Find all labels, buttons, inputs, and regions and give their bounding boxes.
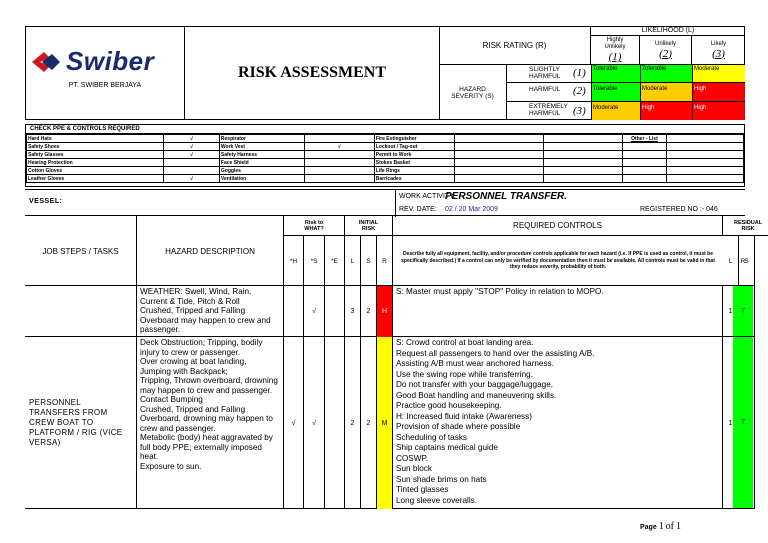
ppe-item: Barricades	[374, 175, 455, 183]
ppe-item: Permit to Work	[374, 151, 455, 159]
likelihood-1-num: (1)	[608, 51, 622, 63]
page-total: 1	[675, 521, 681, 532]
ppe-blank	[666, 135, 743, 143]
likelihood-2-num: (2)	[659, 47, 672, 60]
risk-h	[284, 286, 304, 337]
work-activity-value: PERSONNEL TRANSFER.	[445, 191, 568, 202]
rating-cell: Tolerable	[591, 83, 640, 101]
severity-3-label: EXTREMELY HARMFUL	[529, 103, 568, 117]
residual-r: T	[733, 337, 753, 509]
ppe-blank	[455, 143, 544, 151]
job-step-cell: PERSONNEL TRANSFERS FROM CREW BOAT TO PLATFORM / RIG (VICE VERSA)	[25, 337, 137, 509]
page-number: 1	[658, 521, 664, 532]
ppe-row	[27, 151, 744, 159]
ppe-blank	[666, 159, 743, 167]
severity-2-num: (2)	[573, 85, 586, 97]
ppe-blank	[543, 167, 622, 175]
initial-r: H	[377, 286, 393, 337]
col-hazard-desc: HAZARD DESCRIPTION	[137, 216, 284, 286]
likelihood-2	[640, 36, 692, 64]
col-initial-risk: INITIAL RISK	[345, 216, 393, 236]
residual-r: T	[733, 286, 753, 337]
rating-cell: High	[692, 83, 745, 101]
ppe-blank	[666, 151, 743, 159]
ppe-check	[305, 151, 375, 159]
work-activity-label: WORK ACTIVITY:	[399, 193, 456, 200]
ppe-other-label: Other - List	[623, 135, 667, 143]
controls-note: Describe fully all equipment, facility, and/or procedure controls applicable for each hazard (i.e. If PPE is used as control, it must be specifically described.) If a control can only be verified by documentation then it must be available. All controls must be valid in that they reduce severity, probability of both.	[401, 251, 715, 271]
ppe-check: √	[164, 143, 219, 151]
risk-s: √	[304, 286, 325, 337]
rev-date-value: 02 / 20 Mar 2009	[445, 206, 498, 213]
likelihood-3	[692, 36, 745, 64]
hazard-description: WEATHER: Swell, Wind, Rain, Current & Tide, Pitch & Roll Crushed, Tripped and Falling Overboard may happen to crew and passenger.	[137, 286, 284, 337]
risk-h: √	[284, 337, 304, 509]
required-controls: S: Master must apply "STOP" Policy in relation to MOPO.	[393, 286, 723, 337]
ppe-check: √	[164, 135, 219, 143]
ppe-blank	[666, 175, 743, 183]
ppe-check	[305, 159, 375, 167]
ppe-blank	[666, 143, 743, 151]
rating-cell: Moderate	[640, 83, 692, 101]
page-label: Page	[640, 524, 657, 531]
ppe-blank	[543, 175, 622, 183]
col-e: *E	[325, 236, 345, 286]
likelihood-3-label: Likely	[710, 40, 727, 47]
ppe-blank	[666, 167, 743, 175]
info-divider	[395, 190, 396, 217]
severity-row-1	[507, 64, 745, 82]
ppe-heading: CHECK PPE & CONTROLS REQUIRED	[26, 125, 744, 134]
ppe-item: Life Rings	[374, 167, 455, 175]
likelihood-1-label: Highly Unlikely	[604, 37, 626, 50]
job-step-cell	[25, 286, 137, 337]
ppe-item: Face Shield	[219, 159, 304, 167]
ppe-blank	[455, 151, 544, 159]
initial-s: 2	[361, 337, 377, 509]
ppe-item: Hard Hats	[27, 135, 164, 143]
severity-2-label: HARMFUL	[529, 86, 561, 93]
col-r: R	[377, 236, 393, 286]
ppe-blank	[623, 175, 667, 183]
col-s: *S	[304, 236, 325, 286]
column-header-row	[25, 216, 763, 286]
col-risk-to-what: Risk to WHAT?	[284, 216, 345, 236]
ppe-row	[27, 135, 744, 143]
residual-l: 1	[723, 286, 739, 337]
ppe-check	[164, 159, 219, 167]
ppe-item: Stokes Basket	[374, 159, 455, 167]
risk-e	[325, 286, 345, 337]
col-job-steps: JOB STEPS / TASKS	[25, 216, 137, 286]
hazard-severity-label: HAZARD SEVERITY (S)	[439, 64, 507, 120]
ppe-blank	[455, 167, 544, 175]
ppe-row	[27, 159, 744, 167]
severity-row-2	[507, 82, 745, 101]
ppe-row	[27, 143, 744, 151]
registered-no: REGISTERED NO :- 046	[640, 206, 718, 213]
company-logo-text: Swiber	[66, 46, 155, 76]
ppe-check: √	[164, 151, 219, 159]
risk-s: √	[304, 337, 325, 509]
ppe-blank	[623, 167, 667, 175]
likelihood-label: LIKELIHOOD (L)	[591, 26, 745, 36]
rating-cell: Moderate	[591, 102, 640, 120]
page-footer	[640, 521, 681, 532]
ppe-item: Safety Glasses	[27, 151, 164, 159]
risk-e	[325, 337, 345, 509]
ppe-table	[26, 134, 744, 183]
col-rl: L	[723, 236, 739, 286]
ppe-check	[305, 167, 375, 175]
ppe-blank	[543, 135, 622, 143]
ppe-item: Respirator	[219, 135, 304, 143]
severity-1-label: SLIGHTLY HARMFUL	[529, 66, 561, 80]
col-rs: S	[739, 236, 755, 286]
col-residual-risk: RESIDUAL RISK	[723, 216, 768, 236]
ppe-blank	[623, 151, 667, 159]
ppe-check	[164, 167, 219, 175]
ppe-blank	[455, 135, 544, 143]
col-sv: S	[361, 236, 377, 286]
hazard-description: Deck Obstruction; Tripping, bodily injury to crew or passenger. Over crowing at boat landing, Jumping with Backpack; Tripping, Thrown overboard, drowning may happen to crew and passenger. Contact Bumping Crushed, Tripped and Falling Overboard, drowning may happen to crew and passenger. Metabolic (body) heat aggravated by full body PPE; externally imposed heat. Exposure to sun.	[137, 337, 284, 509]
ppe-section	[25, 124, 745, 187]
col-rr: R	[740, 257, 746, 265]
vessel-label: VESSEL:	[29, 198, 63, 205]
likelihood-2-label: Unlikely	[654, 40, 676, 47]
rating-cell: Tolerable	[640, 65, 692, 82]
risk-rating-label: RISK RATING (R)	[439, 26, 591, 64]
col-l: L	[345, 236, 361, 286]
rating-cell: High	[640, 102, 692, 120]
ppe-item: Safety Harness	[219, 151, 304, 159]
rating-cell: Tolerable	[591, 65, 640, 82]
page-of-label: of	[665, 521, 674, 532]
swiber-logo-icon	[30, 48, 62, 76]
initial-l: 3	[345, 286, 361, 337]
table-row	[25, 286, 755, 337]
likelihood-3-num: (3)	[712, 47, 725, 60]
initial-s: 2	[361, 286, 377, 337]
ppe-item: Fire Extinguisher	[374, 135, 455, 143]
residual-l: 1	[723, 337, 739, 509]
ppe-row	[27, 175, 744, 183]
page-title: RISK ASSESSMENT	[237, 64, 387, 81]
initial-l: 2	[345, 337, 361, 509]
ppe-item: Hearing Protection	[27, 159, 164, 167]
severity-1-num: (1)	[573, 67, 586, 79]
col-h: *H	[284, 236, 304, 286]
company-name: PT. SWIBER BERJAYA	[68, 82, 142, 89]
info-row	[25, 189, 745, 216]
initial-r: M	[377, 337, 393, 509]
ppe-blank	[455, 175, 544, 183]
severity-row-3	[507, 101, 745, 120]
ppe-blank	[543, 159, 622, 167]
ppe-check	[305, 135, 375, 143]
ppe-item: Goggles	[219, 167, 304, 175]
ppe-item: Safety Shoes	[27, 143, 164, 151]
ppe-item: Ventilation	[219, 175, 304, 183]
rating-cell: High	[692, 102, 745, 120]
required-controls: S: Crowd control at boat landing area. Request all passengers to hand over the assisting A/B. Assisting A/B must wear anchored harness. Use the swing rope while transferring. Do not transfer with your baggage/luggage. Good Boat handling and maneuvering skills. Practice good housekeeping. H: Increased fluid intake (Awareness) Provision of shade where possible Scheduling of tasks Ship captains medical guide COSWP. Sun block Sun shade brims on hats Tinted glasses Long sleeve coveralls.	[393, 337, 723, 509]
ppe-blank	[623, 143, 667, 151]
rev-date-label: REV. DATE:	[399, 206, 437, 213]
ppe-item: Work Vest	[219, 143, 304, 151]
ppe-blank	[543, 143, 622, 151]
ppe-item: Leather Gloves	[27, 175, 164, 183]
rating-cell: Moderate	[692, 65, 745, 82]
ppe-item: Cotton Gloves	[27, 167, 164, 175]
ppe-check: √	[305, 143, 375, 151]
ppe-item: Lockout / Tag-out	[374, 143, 455, 151]
ppe-blank	[543, 151, 622, 159]
likelihood-1	[591, 36, 640, 64]
ppe-row	[27, 167, 744, 175]
ppe-blank	[455, 159, 544, 167]
col-required-controls: REQUIRED CONTROLS	[393, 216, 723, 236]
table-row	[25, 337, 755, 509]
ppe-blank	[623, 159, 667, 167]
severity-3-num: (3)	[573, 105, 586, 117]
ppe-check	[305, 175, 375, 183]
ppe-check: √	[164, 175, 219, 183]
